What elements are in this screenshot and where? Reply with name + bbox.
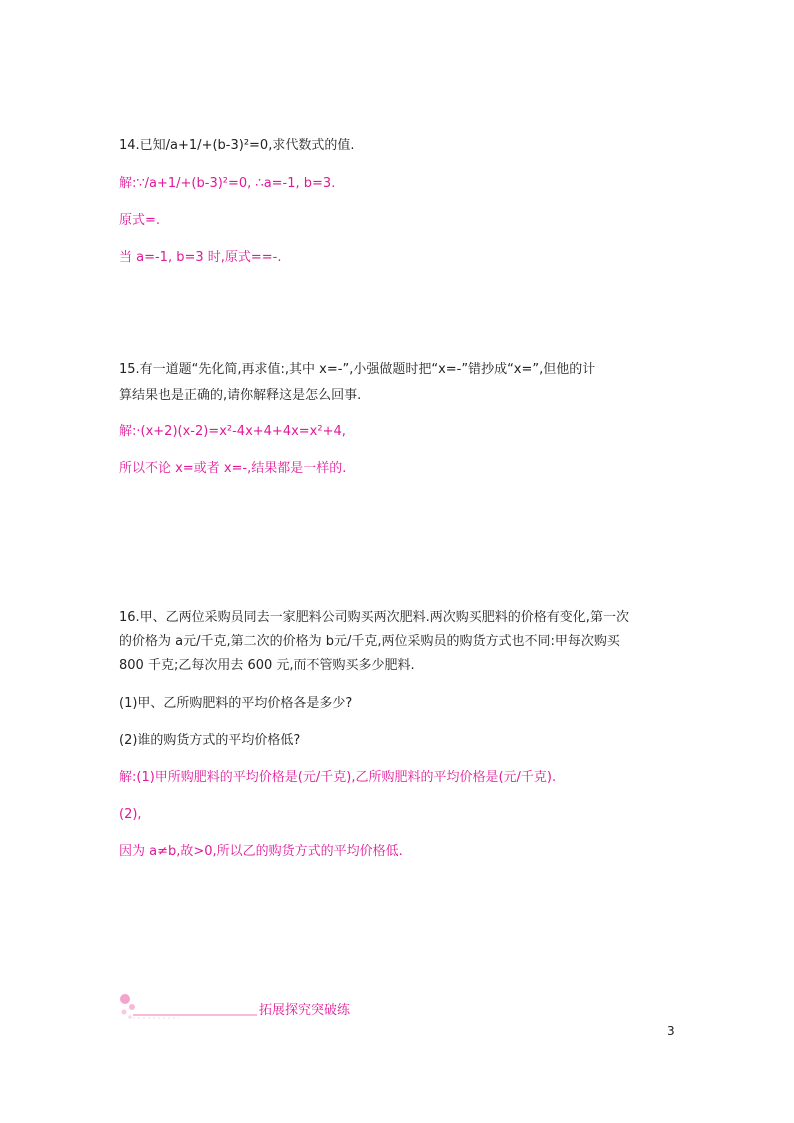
problem-14-question: 14.已知/a+1/+(b-3)²=0,求代数式的值.: [119, 138, 355, 153]
problem-15-solution-line-1: 解:·(x+2)(x-2)=x²-4x+4+4x=x²+4,: [119, 424, 346, 439]
problem-15-question-line-2: 算结果也是正确的,请你解释这是怎么回事.: [119, 388, 362, 403]
problem-16-sub-question-2: (2)谁的购货方式的平均价格低?: [119, 733, 301, 748]
problem-16-solution-line-1: 解:(1)甲所购肥料的平均价格是(元/千克),乙所购肥料的平均价格是(元/千克).: [119, 770, 557, 785]
problem-15-solution-line-2: 所以不论 x=或者 x=-,结果都是一样的.: [119, 461, 347, 476]
problem-16-question-line-1: 16.甲、乙两位采购员同去一家肥料公司购买两次肥料.两次购买肥料的价格有变化,第一次: [119, 610, 629, 625]
problem-14-solution-line-2: 原式=.: [119, 213, 161, 228]
problem-14-solution-line-1: 解:∵/a+1/+(b-3)²=0, ∴a=-1, b=3.: [119, 176, 336, 191]
problem-16-solution-line-2: (2),: [119, 807, 142, 822]
page-number: 3: [667, 1024, 675, 1038]
problem-16-question-line-3: 800 千克;乙每次用去 600 元,而不管购买多少肥料.: [119, 658, 415, 673]
decorative-dots-icon: [119, 993, 259, 1023]
problem-14-solution-line-3: 当 a=-1, b=3 时,原式==-.: [119, 250, 282, 265]
problem-15-question-line-1: 15.有一道题“先化简,再求值:,其中 x=-”,小强做题时把“x=-”错抄成“x=”,但他的计: [119, 362, 596, 377]
problem-16-question-line-2: 的价格为 a元/千克,第二次的价格为 b元/千克,两位采购员的购货方式也不同:甲每次购买: [119, 634, 620, 649]
section-banner: [119, 993, 379, 1023]
problem-16-solution-line-3: 因为 a≠b,故>0,所以乙的购货方式的平均价格低.: [119, 844, 403, 859]
problem-16-sub-question-1: (1)甲、乙所购肥料的平均价格各是多少?: [119, 696, 353, 711]
section-title: 拓展探究突破练: [259, 1003, 351, 1018]
